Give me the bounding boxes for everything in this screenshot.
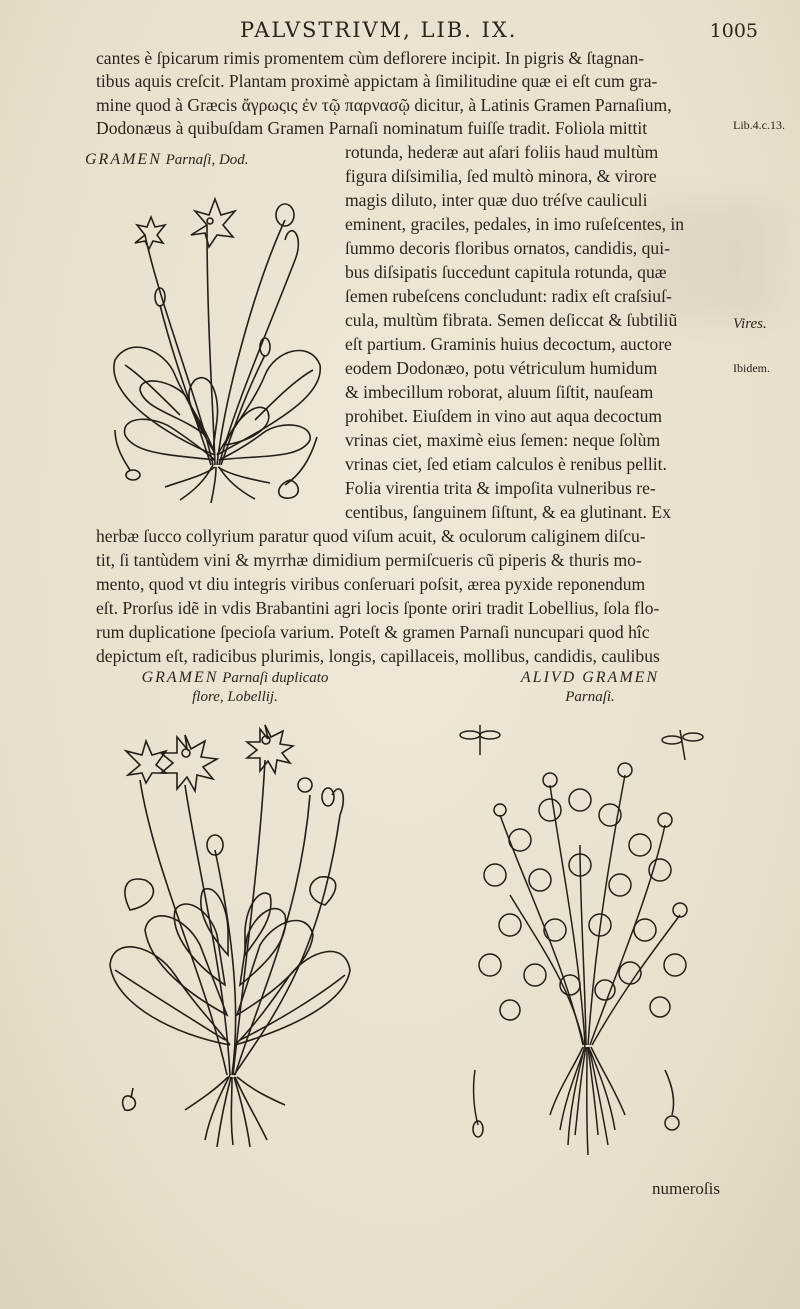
text-line: figura diſsimilia, ſed multò minora, & virore	[345, 166, 657, 186]
text-line: eſt partium. Graminis huius decoctum, auctore	[345, 334, 672, 354]
text-line: magis diluto, inter quæ duo tréſve cauliculi	[345, 190, 648, 210]
margin-note: Vires.	[733, 316, 767, 332]
text-line: Folia virentia trita & impoſita vulneribus re-	[345, 478, 656, 498]
text-line: & imbecillum roborat, aluum ſiſtit, nauſeam	[345, 382, 654, 402]
text-line: prohibet. Eiuſdem in vino aut aqua decoctum	[345, 406, 663, 426]
text-line: herbæ ſucco collyrium paratur quod viſum acuit, & oculorum caliginem diſcu-	[96, 526, 646, 546]
page-number: 1005	[709, 20, 758, 42]
text-line: bus diſsipatis ſuccedunt capitula rotunda, quæ	[345, 262, 667, 282]
margin-note: Lib.4.c.13.	[733, 118, 785, 132]
figure-caption	[95, 668, 375, 707]
caption-name: GRAMEN	[141, 669, 219, 686]
text-line: centibus, ſanguinem ſiſtunt, & ea glutinant. Ex	[345, 502, 671, 522]
figure-caption	[460, 668, 720, 707]
plant-illustration-2	[95, 715, 365, 1155]
text-line: eſt. Prorſus idẽ in vdis Brabantini agri locis ſponte oriri tradit Lobellius, ſola flo-	[96, 598, 660, 618]
caption-text: Parnaſi, Dod.	[165, 152, 249, 168]
text-line: rotunda, hederæ aut aſari foliis haud multùm	[345, 142, 659, 162]
text-line: cantes è ſpicarum rimis promentem cùm deflorere incipit. In pigris & ſtagnan-	[96, 48, 645, 68]
caption-name: GRAMEN	[85, 151, 162, 168]
caption-name: ALIVD GRAMEN	[520, 669, 660, 686]
text-line: Dodonæus à quibuſdam Gramen Parnaſi nominatum fuiſſe tradit. Foliola mittit	[96, 118, 648, 138]
text-line: mine quod à Græcis ἄγρωςις ἐν τῷ παρνασῷ dicitur, à Latinis Gramen Parnaſium,	[96, 95, 672, 115]
text-line: rum duplicatione ſpecioſa varium. Poteſt & gramen Parnaſi nuncupari quod hîc	[96, 622, 650, 642]
figure-caption	[85, 150, 335, 170]
caption-text: Parnaſi duplicato	[222, 670, 329, 686]
plant-illustration-1	[85, 175, 345, 505]
caption-text: Parnaſi.	[565, 689, 615, 705]
plant-illustration-3	[450, 715, 720, 1165]
text-line: mento, quod vt diu integris viribus conſeruari poſsit, ærea pyxide reponendum	[96, 574, 646, 594]
text-line: depictum eſt, radicibus plurimis, longis, capillaceis, mollibus, candidis, caulibus	[96, 646, 660, 666]
text-line: eminent, graciles, pedales, in imo ruſeſcentes, in	[345, 214, 685, 234]
caption-text: flore, Lobellij.	[192, 689, 278, 705]
text-line: tit, ſi tantùdem vini & myrrhæ dimidium permiſcueris cũ piperis & thuris mo-	[96, 550, 642, 570]
text-line: eodem Dodonæo, potu vétriculum humidum	[345, 358, 658, 378]
running-head: PALVSTRIVM, LIB. IX.	[240, 18, 518, 42]
text-line: vrinas ciet, ſed etiam calculos è renibus pellit.	[345, 454, 667, 474]
text-line: vrinas ciet, maximè eius ſemen: neque ſolùm	[345, 430, 661, 450]
margin-note: Ibidem.	[733, 361, 770, 375]
text-line: ſummo decoris floribus ornatos, candidis, qui-	[345, 238, 670, 258]
text-line: cula, multùm fibrata. Semen deſiccat & ſubtiliũ	[345, 310, 678, 330]
catchword: numeroſis	[652, 1179, 720, 1198]
text-line: tibus aquis creſcit. Plantam proximè appictam à ſimilitudine quæ ei eſt cum gra-	[96, 71, 658, 91]
text-line: ſemen rubeſcens concludunt: radix eſt craſsiuſ-	[345, 286, 672, 306]
